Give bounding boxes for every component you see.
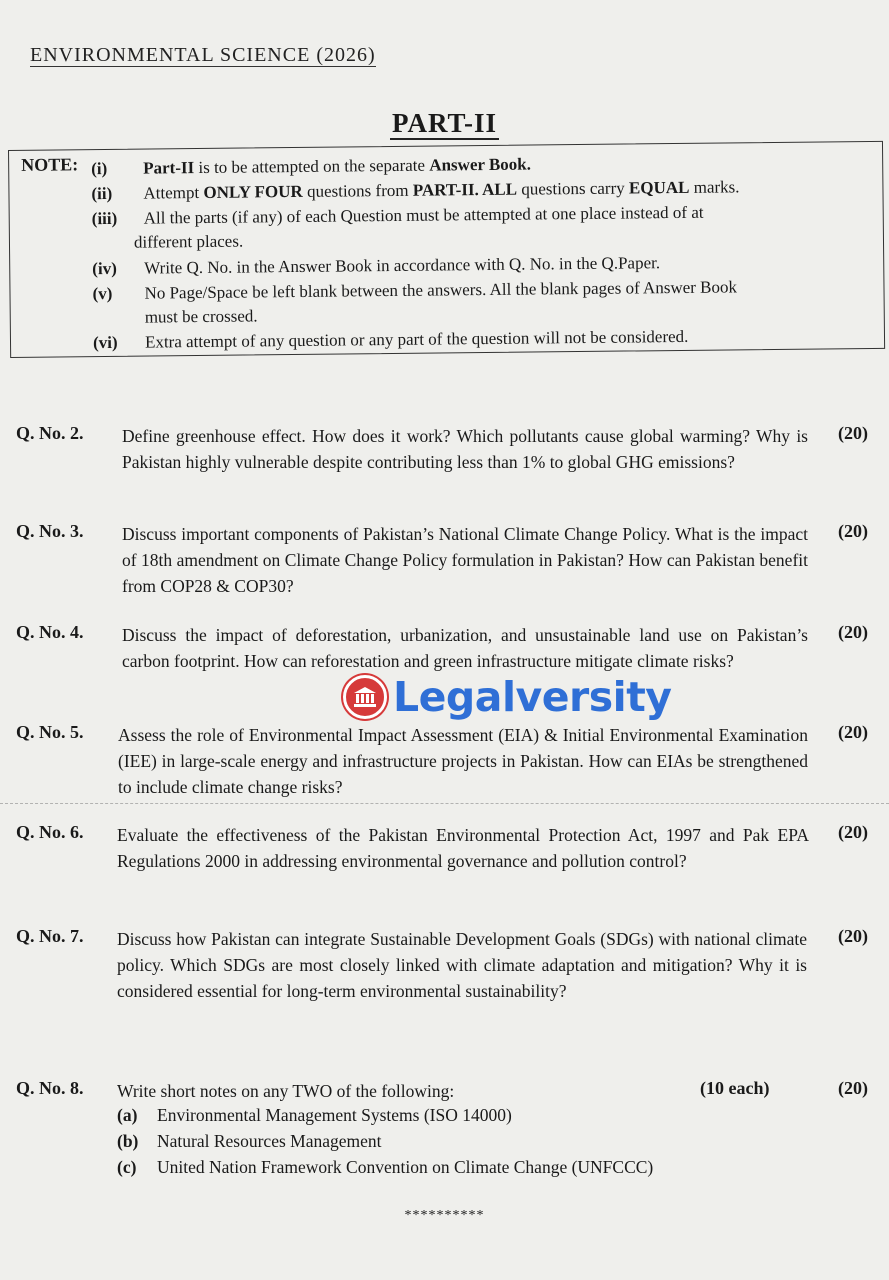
list-item: (a) Environmental Management Systems (ISO 14000) [117,1105,512,1125]
paper-year: (2026) [316,44,376,66]
note-item: (iii) All the parts (if any) of each Question must be attempted at one place instead of at different places. [91,202,704,252]
note-item: (v) No Page/Space be left blank between the answers. All the blank pages of Answer Book must be crossed. [92,277,738,327]
note-item: (ii) Attempt ONLY FOUR questions from PART-II. ALL questions carry EQUAL marks. [91,177,740,204]
exam-page: ENVIRONMENTAL SCIENCE (2026) PART-II NOTE: (i) Part-II is to be attempted on the separate Answer Book. (ii) Attempt ONLY FOUR questions from PART-II. ALL questions carry EQUAL marks. (iii) All the parts (if any) of each Question must be attempted at one place instead of at different places. (iv) Write Q. No. in the Answer Book in accordance with Q. No. in the Q.Paper. (v) No Page/Space be left blank between the answers. All the blank pages of Answer Book must be crossed. (vi) Extra attempt of any question or any part of the question will not be considered. Q. No. 2. Define greenhouse effect. How does it work? Which pollutants cause global warming? Why is Pakistan highly vulnerable despite contributing less than 1% to global GHG emissions? (20) Q. No. 3. Discuss important components of Pakistan’s National Climate Change Policy. What is the impact of 18th amendment on Climate Change Policy formulation in Pakistan? How can Pakistan benefit from COP28 & COP30? (20) Q. No. 4. Discuss the impact of deforestation, urbanization, and unsustainable land use on Pakistan’s carbon footprint. How can reforestation and green infrastructure mitigate climate risks? (20) Legalversity Q. No. 5. Assess the role of Environmental Impact Assessment (EIA) & Initial Environmental Examination (IEE) in large-scale energy and infrastructure projects in Pakistan. How can EIAs be strengthened to include climate change risks? (20) Q. No. 6. Evaluate the effectiveness of the Pakistan Environmental Protection Act, 1997 and Pak EPA Regulations 2000 in addressing environmental governance and pollution control? (20) Q. No. 7. Discuss how Pakistan can integrate Sustainable Development Goals (SDGs) with national climate policy. Which SDGs are most closely linked with climate adaptation and mitigation? Why it is considered essential for long-term environmental sustainability? (20) Q. No. 8. Write short notes on any TWO of the following: (10 each) (20) (a) Environmental Management Systems (ISO 14000) (b) Natural Resources Management (c) United Nation Framework Convention on Climate Change (UNFCCC) ********** [0,0,889,1280]
paper-header [30,44,376,67]
note-item: (iv) Write Q. No. in the Answer Book in accordance with Q. No. in the Q.Paper. [92,253,661,279]
watermark-text: Legalversity [393,673,672,721]
end-marker: ********** [404,1208,485,1223]
list-item: (c) United Nation Framework Convention on Climate Change (UNFCCC) [117,1157,654,1177]
part-title: PART-II [391,108,498,138]
subject-name: ENVIRONMENTAL SCIENCE [30,44,311,66]
instructions-box [8,141,885,358]
fold-line [0,803,889,805]
note-label: NOTE: [21,154,79,175]
note-item: (vi) Extra attempt of any question or any part of the question will not be considered. [92,326,689,353]
courthouse-icon [343,675,387,719]
note-item: (i) Part-II is to be attempted on the separate Answer Book. [91,154,532,179]
list-item: (b) Natural Resources Management [117,1131,382,1151]
marks-each: (10 each) [700,1078,770,1098]
watermark [343,672,672,722]
